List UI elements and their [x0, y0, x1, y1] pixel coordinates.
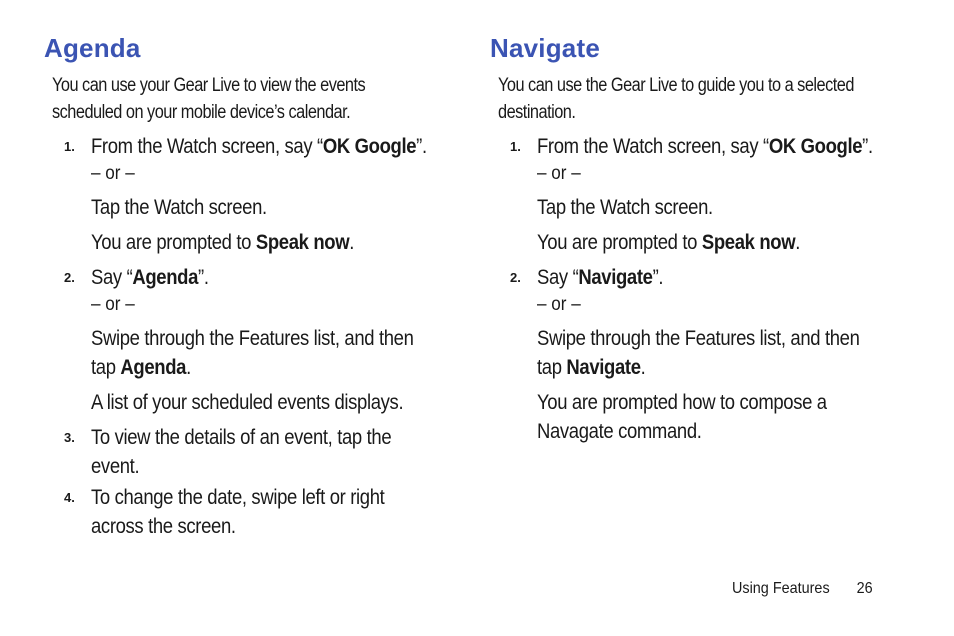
navigate-heading: Navigate: [490, 33, 600, 63]
voice-command: Agenda: [132, 266, 199, 289]
agenda-section: [44, 30, 444, 541]
navigate-intro: You can use the Gear Live to guide you to a selected destination.: [498, 75, 854, 123]
navigate-step-1: 1. From the Watch screen, say “OK Google”. – or – Tap the Watch screen. You are prompted to Speak now.: [510, 135, 873, 254]
footer-section-name: Using Features: [732, 580, 830, 597]
page-footer: [732, 578, 873, 600]
agenda-intro: You can use your Gear Live to view the events scheduled on your mobile device’s calendar.: [52, 75, 366, 123]
navigate-section: [490, 30, 890, 446]
agenda-step-3: 3. To view the details of an event, tap the event.: [64, 426, 392, 478]
navigate-step-2: 2. Say “Navigate”. – or – Swipe through the Features list, and then tap Navigate. You are prompted how to compose a Navagate command.: [510, 266, 860, 443]
agenda-step-1: 1. From the Watch screen, say “OK Google”. – or – Tap the Watch screen. You are prompted to Speak now.: [64, 135, 427, 254]
agenda-heading: Agenda: [44, 33, 141, 63]
agenda-step-2: 2. Say “Agenda”. – or – Swipe through the Features list, and then tap Agenda. A list of your scheduled events displays.: [64, 266, 414, 414]
voice-command: Navigate: [578, 266, 653, 289]
voice-command: OK Google: [322, 135, 417, 158]
voice-command: OK Google: [768, 135, 863, 158]
page-number: 26: [856, 580, 873, 597]
agenda-step-4: 4. To change the date, swipe left or right across the screen.: [64, 486, 385, 538]
